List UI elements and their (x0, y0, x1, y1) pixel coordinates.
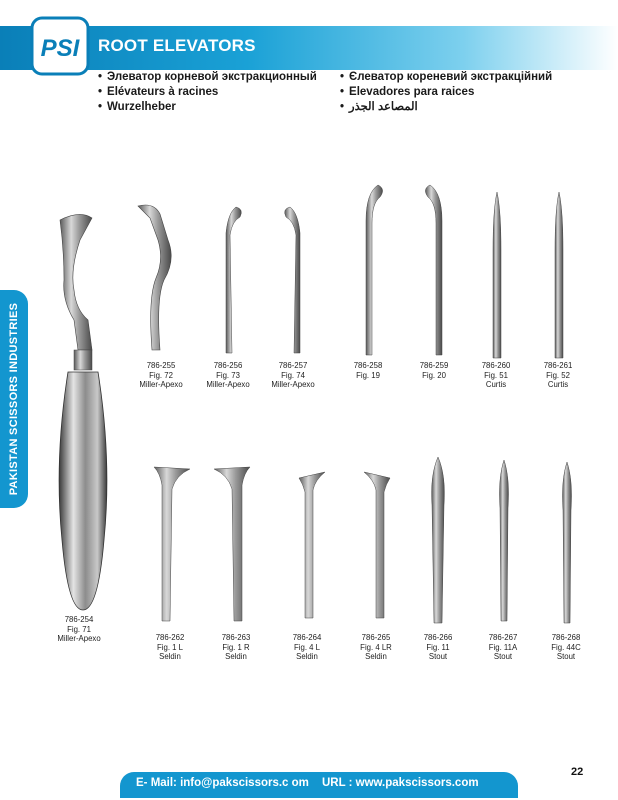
subtitle-arabic: • المصاعد الجذر (340, 100, 552, 115)
caption-786-256: 786-256 Fig. 73 Miller-Apexo (206, 361, 250, 389)
subtitle-russian: • Элеватор корневой экстракционный (98, 70, 317, 85)
instrument-786-266 (426, 455, 451, 625)
side-tab-label: PAKISTAN SCISSORS INDUSTRIES (8, 302, 20, 496)
instrument-786-257 (280, 205, 310, 355)
footer-url[interactable]: URL : www.pakscissors.com (322, 777, 479, 789)
instrument-786-263 (210, 463, 255, 623)
instrument-786-268 (555, 460, 580, 625)
footer-email[interactable]: E- Mail: info@pakscissors.c om (136, 777, 309, 789)
caption-786-263: 786-263 Fig. 1 R Seldin (221, 633, 251, 661)
caption-786-265: 786-265 Fig. 4 LR Seldin (360, 633, 392, 661)
instrument-786-260 (487, 190, 507, 360)
caption-786-259: 786-259 Fig. 20 (419, 361, 449, 380)
page-title: ROOT ELEVATORS (98, 36, 256, 55)
instrument-786-267 (492, 458, 517, 623)
caption-786-257: 786-257 Fig. 74 Miller-Apexo (271, 361, 315, 389)
caption-786-260: 786-260 Fig. 51 Curtis (481, 361, 511, 389)
instrument-786-256 (218, 205, 248, 355)
caption-786-264: 786-264 Fig. 4 L Seldin (292, 633, 322, 661)
header-bar (0, 26, 618, 70)
caption-786-266: 786-266 Fig. 11 Stout (423, 633, 453, 661)
caption-786-267: 786-267 Fig. 11A Stout (488, 633, 518, 661)
caption-786-255: 786-255 Fig. 72 Miller-Apexo (139, 361, 183, 389)
instrument-786-265 (360, 470, 395, 620)
caption-786-268: 786-268 Fig. 44C Stout (551, 633, 581, 661)
caption-786-258: 786-258 Fig. 19 (353, 361, 383, 380)
instrument-786-262 (150, 463, 195, 623)
subtitle-list-left (98, 70, 317, 115)
svg-text:PSI: PSI (40, 35, 80, 62)
subtitle-list-right (340, 70, 552, 115)
instrument-786-259 (420, 183, 450, 358)
subtitle-german: • Wurzelheber (98, 100, 317, 115)
instrument-786-261 (549, 190, 569, 360)
instrument-786-264 (295, 470, 330, 620)
psi-logo (28, 14, 92, 78)
instrument-786-255 (130, 200, 200, 360)
subtitle-ukrainian: • Єлеватор кореневий экстракційний (340, 70, 552, 85)
caption-786-261: 786-261 Fig. 52 Curtis (543, 361, 573, 389)
instrument-786-258 (358, 183, 388, 358)
page-number: 22 (571, 766, 584, 778)
subtitle-french: • Elévateurs à racines (98, 85, 317, 100)
caption-786-254: 786-254 Fig. 71 Miller-Apexo (57, 615, 101, 643)
caption-786-262: 786-262 Fig. 1 L Seldin (155, 633, 185, 661)
subtitle-spanish: • Elevadores para raices (340, 85, 552, 100)
